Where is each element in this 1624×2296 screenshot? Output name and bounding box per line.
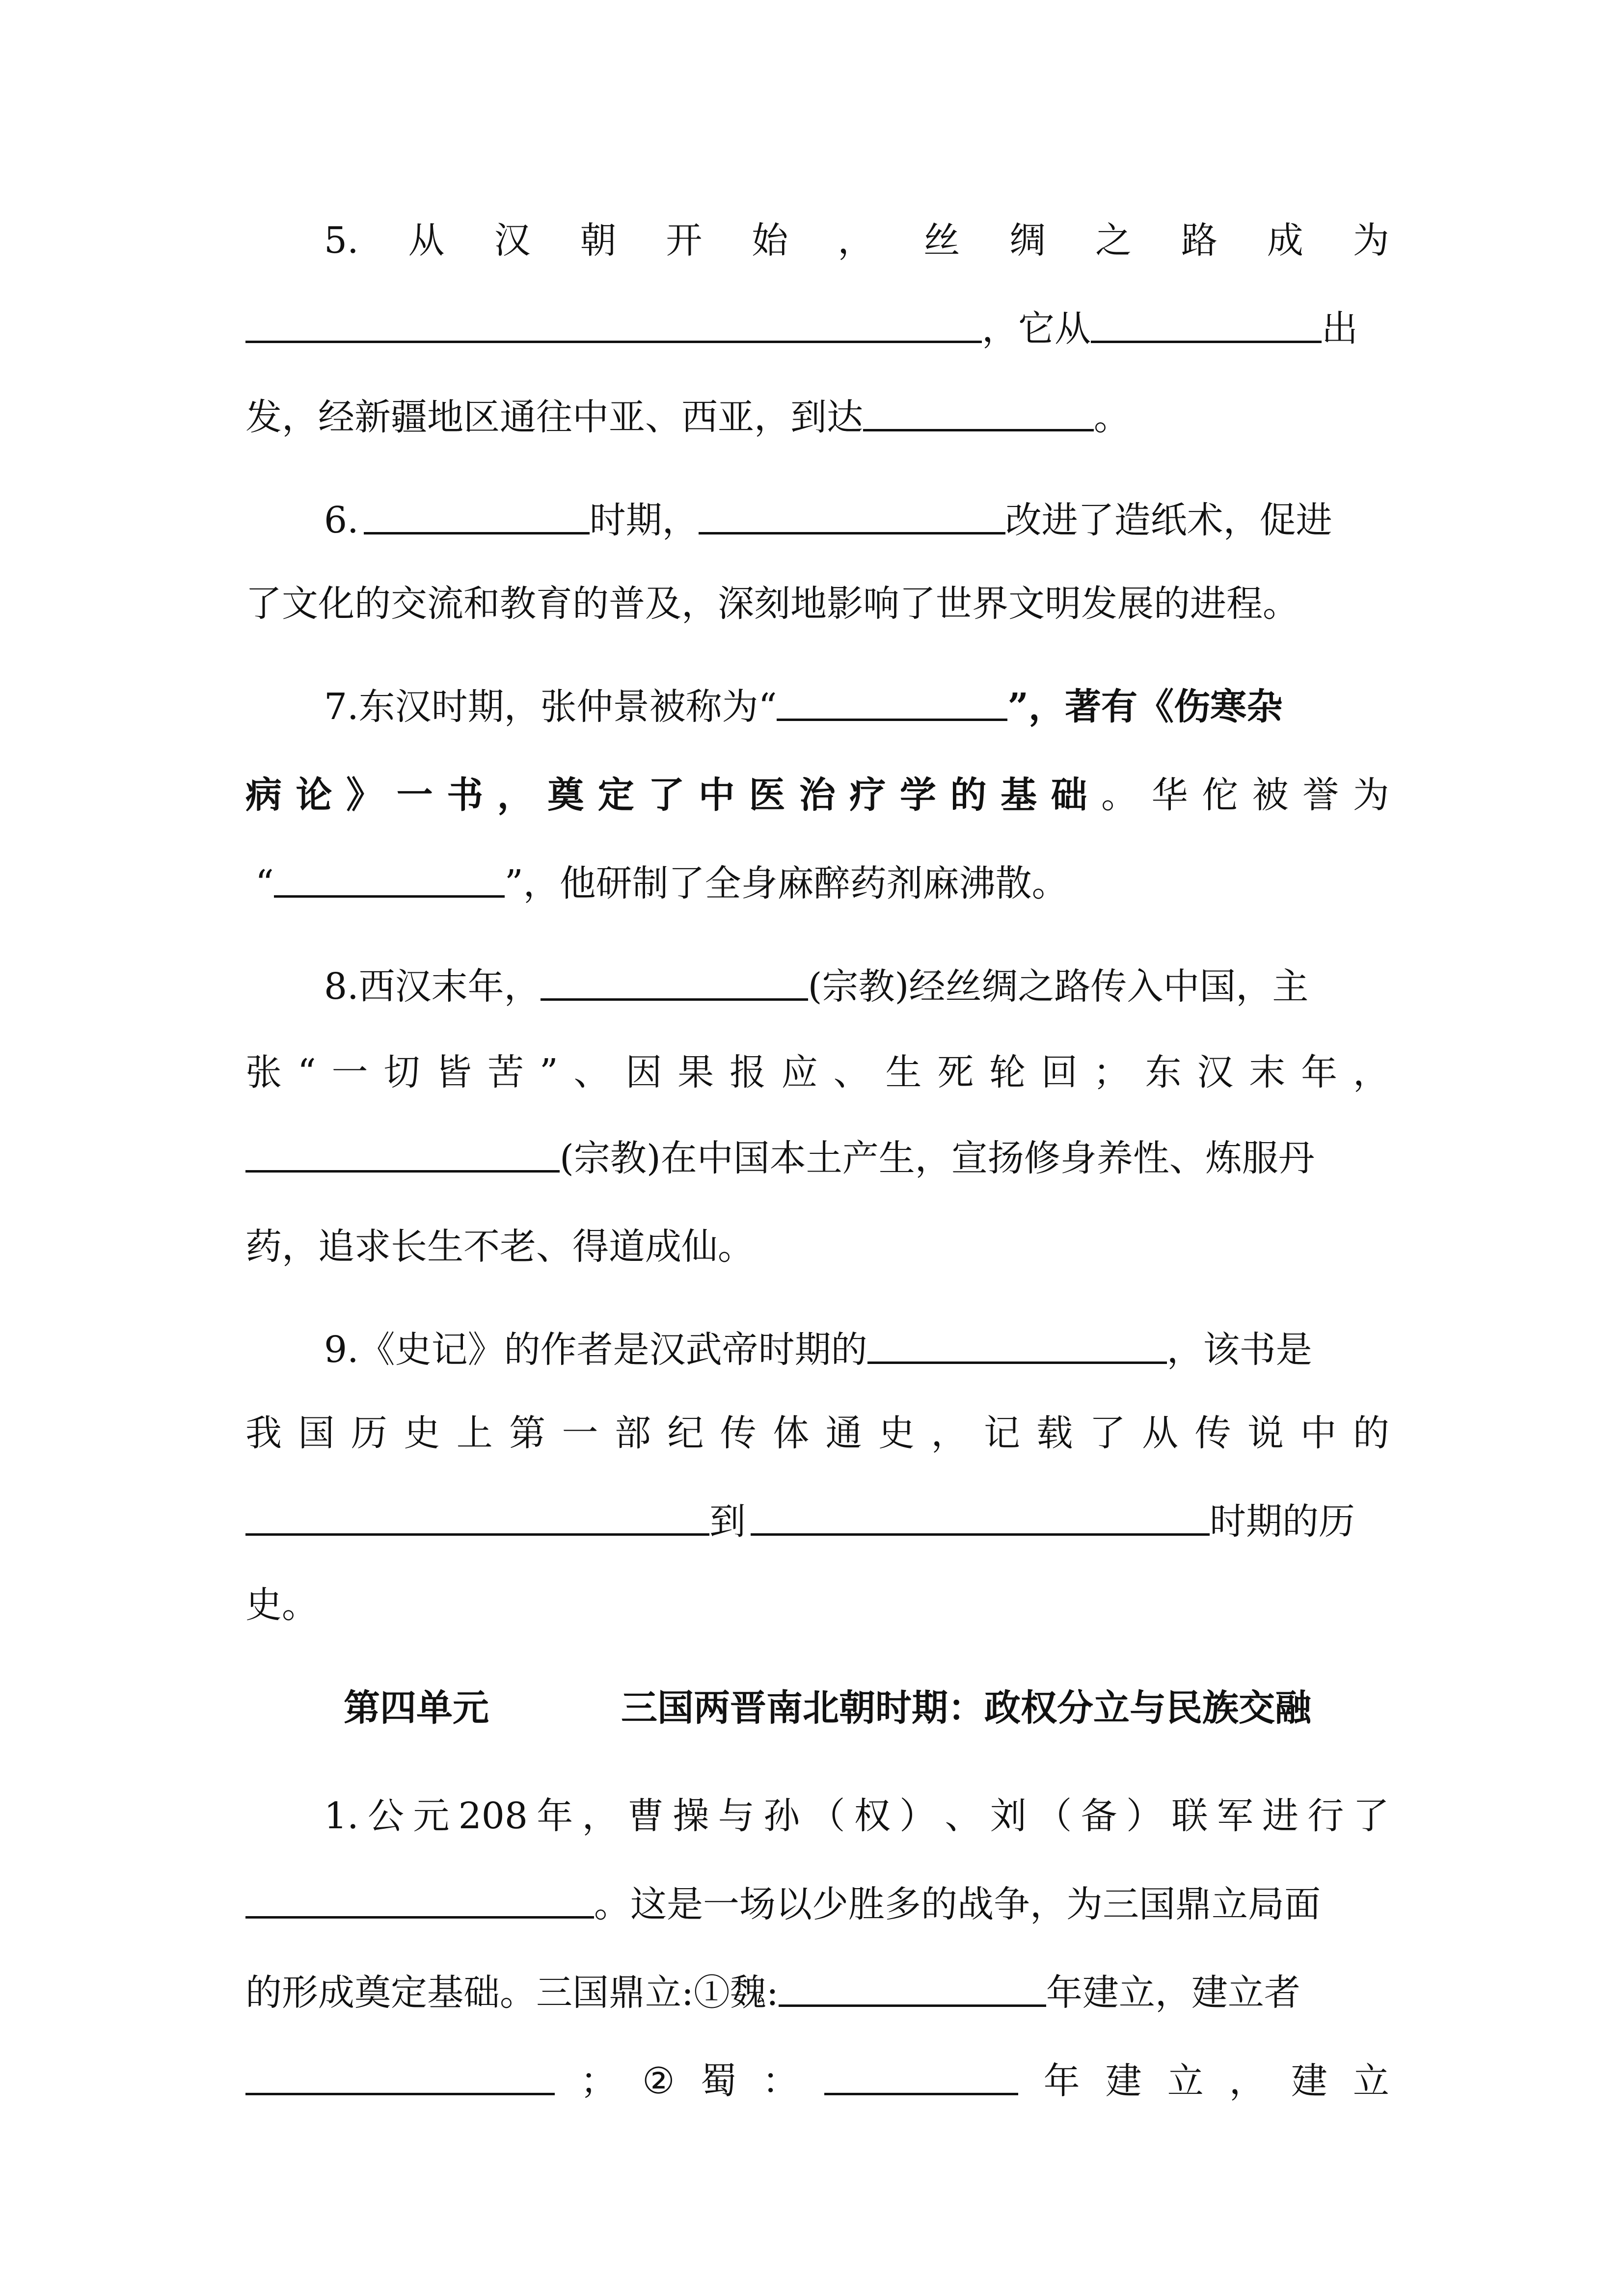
- q7-text-bold: ”，著有《伤寒杂: [1007, 686, 1283, 728]
- text-char: 书: [447, 774, 484, 816]
- q8-text: 8.西汉末年，: [324, 965, 541, 1008]
- q9-line-4: [245, 1575, 1389, 1634]
- text-char: 从: [1142, 1412, 1179, 1454]
- blank-q7-zhang-title[interactable]: [777, 719, 1007, 721]
- text-char: 轮: [989, 1051, 1026, 1094]
- text-char: 始: [752, 219, 788, 262]
- text-char: 年: [537, 1795, 573, 1837]
- text-char: 公: [367, 1795, 404, 1837]
- text-char: 年: [1043, 2060, 1080, 2102]
- blank-q8-buddhism[interactable]: [541, 998, 808, 1001]
- q7-text: “: [255, 862, 274, 905]
- text-char: 疗: [849, 774, 886, 816]
- text-char: 的: [950, 774, 987, 816]
- text-char: 史: [878, 1412, 915, 1454]
- text-char: 、: [573, 1051, 610, 1094]
- q5-line-1: [245, 211, 1389, 270]
- text-char: （: [809, 1795, 845, 1837]
- text-char: 立: [1167, 2060, 1204, 2102]
- text-char: 建: [1105, 2060, 1142, 2102]
- q7-text: ”，他研制了全身麻醉药剂麻沸散。: [504, 862, 1068, 905]
- q7-line-3: [245, 854, 1389, 913]
- text-char: （: [1035, 1795, 1072, 1837]
- text-char: 国: [298, 1412, 335, 1454]
- text-char: 被: [1252, 774, 1289, 816]
- text-char: 我: [245, 1412, 282, 1454]
- text-char: ；: [1093, 1051, 1130, 1094]
- text-char: 成: [1267, 219, 1303, 262]
- u1-line-1: [324, 1787, 1389, 1845]
- text-char: 张: [245, 1051, 282, 1094]
- text-char: 体: [773, 1412, 810, 1454]
- text-char: 开: [666, 219, 703, 262]
- text-char: 了: [1353, 1795, 1389, 1837]
- text-char: 朝: [580, 219, 617, 262]
- blank-q5-destination[interactable]: [863, 429, 1094, 431]
- text-char: 历: [351, 1412, 387, 1454]
- text-char: 医: [749, 774, 785, 816]
- blank-q7-hua-tuo-title[interactable]: [274, 895, 505, 898]
- text-char: 中: [698, 774, 735, 816]
- blank-u1-wei-year[interactable]: [779, 2004, 1046, 2007]
- text-char: 华: [1151, 774, 1188, 816]
- blank-q9-end-period[interactable]: [751, 1533, 1210, 1536]
- text-char: 基: [1000, 774, 1037, 816]
- text-char: 治: [799, 774, 836, 816]
- q8-line-3: [245, 1129, 1389, 1188]
- unit-label: 第四单元: [344, 1687, 489, 1729]
- text-char: 蜀: [700, 2060, 737, 2102]
- q6-text: 时期，: [589, 499, 699, 541]
- text-char: 皆: [435, 1051, 472, 1094]
- text-char: 军: [1217, 1795, 1253, 1837]
- text-char: 孙: [763, 1795, 800, 1837]
- text-char: ，: [931, 1412, 968, 1454]
- u1-line-4: [245, 2052, 1389, 2110]
- text-char: 208: [458, 1795, 528, 1837]
- blank-u1-shu-year[interactable]: [824, 2093, 1018, 2095]
- text-char: 》: [346, 774, 383, 816]
- text-char: ：: [762, 2060, 799, 2102]
- text-char: 汉: [1197, 1051, 1234, 1094]
- text-char: 说: [1247, 1412, 1284, 1454]
- text-char: 死: [937, 1051, 974, 1094]
- q9-line-3: [245, 1492, 1389, 1551]
- text-char: ，: [497, 774, 534, 816]
- text-char: 上: [456, 1412, 493, 1454]
- text-char: ）: [1126, 1795, 1163, 1837]
- q7-text: 7.东汉时期，张仲景被称为“: [324, 686, 777, 728]
- q6-line-1: [245, 491, 1389, 550]
- text-char: 末: [1249, 1051, 1286, 1094]
- text-char: 回: [1041, 1051, 1078, 1094]
- text-char: 应: [781, 1051, 818, 1094]
- q5-line-3: [245, 388, 1389, 447]
- q5-text: 出: [1322, 308, 1358, 350]
- text-char: 、: [833, 1051, 870, 1094]
- text-char: 绸: [1009, 219, 1046, 262]
- text-char: 路: [1181, 219, 1218, 262]
- text-char: 权: [854, 1795, 891, 1837]
- text-char: 进: [1262, 1795, 1299, 1837]
- text-char: 的: [1353, 1412, 1389, 1454]
- q6-text: 了文化的交流和教育的普及，深刻地影响了世界文明发展的进程。: [245, 583, 1299, 625]
- q6-line-2: [245, 574, 1389, 633]
- q9-text: 到: [709, 1500, 746, 1543]
- blank-q6-period[interactable]: [364, 532, 590, 534]
- text-char: 刘: [990, 1795, 1027, 1837]
- text-char: 行: [1307, 1795, 1344, 1837]
- q8-text: (宗教)在中国本土产生，宣扬修身养性、炼服丹: [560, 1137, 1315, 1179]
- q9-text: ，该书是: [1166, 1329, 1312, 1371]
- text-char: 汉: [494, 219, 531, 262]
- u1-line-3: [245, 1963, 1389, 2022]
- q5-text: ，它从: [982, 308, 1091, 350]
- text-char: 生: [885, 1051, 922, 1094]
- text-char: 年: [1301, 1051, 1338, 1094]
- blank-u1-wei-founder[interactable]: [245, 2093, 555, 2095]
- u1-text: 的形成奠定基础。三国鼎立:①魏:: [245, 1972, 779, 2014]
- q7-line-1: [245, 677, 1389, 736]
- text-char: 定: [597, 774, 634, 816]
- q9-line-2: [245, 1404, 1389, 1463]
- text-char: 之: [1095, 219, 1132, 262]
- text-char: 备: [1081, 1795, 1117, 1837]
- q5-number: 5.: [324, 219, 359, 262]
- text-char: 为: [1353, 774, 1389, 816]
- q8-text: 药，追求长生不老、得道成仙。: [245, 1226, 754, 1268]
- text-char: “: [297, 1051, 316, 1094]
- text-char: 病: [245, 774, 282, 816]
- text-char: ，: [582, 1795, 619, 1837]
- text-char: 。: [1101, 774, 1138, 816]
- q6-text: 改进了造纸术，促进: [1005, 499, 1332, 541]
- blank-q8-taoism[interactable]: [245, 1170, 560, 1173]
- q9-text: 9.《史记》的作者是汉武帝时期的: [324, 1329, 867, 1371]
- text-char: 为: [1353, 219, 1389, 262]
- q7-line-2: [245, 766, 1389, 825]
- text-char: 论: [296, 774, 332, 816]
- text-char: 因: [625, 1051, 662, 1094]
- q5-text: 。: [1094, 396, 1130, 438]
- text-char: 操: [673, 1795, 709, 1837]
- q5-text: 发，经新疆地区通往中亚、西亚，到达: [245, 396, 863, 438]
- blank-q6-person[interactable]: [699, 532, 1005, 534]
- text-char: 一: [562, 1412, 598, 1454]
- blank-q9-author[interactable]: [867, 1362, 1167, 1364]
- q5-line-2: [245, 299, 1389, 358]
- text-char: 与: [718, 1795, 755, 1837]
- blank-q5-silk-road-role[interactable]: [245, 341, 982, 343]
- text-char: ，: [838, 219, 874, 262]
- text-char: 纪: [667, 1412, 704, 1454]
- text-char: 载: [1036, 1412, 1073, 1454]
- blank-u1-battle[interactable]: [245, 1916, 594, 1919]
- text-char: ，: [1229, 2060, 1266, 2102]
- u1-text: 。这是一场以少胜多的战争，为三国鼎立局面: [594, 1883, 1321, 1925]
- text-char: 第: [509, 1412, 546, 1454]
- text-char: 立: [1353, 2060, 1389, 2102]
- text-char: 部: [614, 1412, 651, 1454]
- text-char: 1.: [324, 1795, 359, 1837]
- text-char: 史: [404, 1412, 440, 1454]
- text-char: 建: [1291, 2060, 1327, 2102]
- text-char: 东: [1145, 1051, 1182, 1094]
- text-char: ”: [539, 1051, 558, 1094]
- text-char: 切: [383, 1051, 420, 1094]
- unit-title: 三国两晋南北朝时期：政权分立与民族交融: [621, 1687, 1311, 1729]
- blank-q9-start-period[interactable]: [245, 1533, 709, 1536]
- q8-line-4: [245, 1217, 1389, 1276]
- q8-line-2: [245, 1043, 1389, 1102]
- text-char: 中: [1300, 1412, 1337, 1454]
- text-char: 通: [825, 1412, 862, 1454]
- text-char: 传: [720, 1412, 757, 1454]
- text-char: 一: [331, 1051, 368, 1094]
- text-char: 誉: [1302, 774, 1339, 816]
- q8-text: (宗教)经丝绸之路传入中国，主: [808, 965, 1309, 1008]
- text-char: ②: [642, 2060, 675, 2102]
- text-char: ）: [899, 1795, 936, 1837]
- text-char: 奠: [547, 774, 584, 816]
- text-char: 报: [729, 1051, 766, 1094]
- q9-text: 时期的历: [1210, 1500, 1355, 1543]
- q9-line-1: [245, 1320, 1389, 1379]
- q9-text: 史。: [245, 1584, 318, 1626]
- q8-line-1: [245, 957, 1389, 1016]
- text-char: 础: [1051, 774, 1087, 816]
- text-char: 丝: [923, 219, 960, 262]
- text-char: 记: [983, 1412, 1020, 1454]
- blank-q5-origin[interactable]: [1091, 341, 1322, 343]
- text-char: 曹: [627, 1795, 664, 1837]
- text-char: 学: [899, 774, 936, 816]
- text-char: 了: [648, 774, 685, 816]
- u1-text: 年建立，建立者: [1046, 1972, 1300, 2014]
- text-char: 联: [1171, 1795, 1208, 1837]
- u1-line-2: [245, 1875, 1389, 1934]
- text-char: 、: [945, 1795, 981, 1837]
- text-char: ，: [1353, 1051, 1389, 1094]
- text-char: 佗: [1202, 774, 1239, 816]
- text-char: 果: [677, 1051, 714, 1094]
- text-char: 一: [396, 774, 433, 816]
- text-char: 了: [1089, 1412, 1126, 1454]
- text-char: 传: [1194, 1412, 1231, 1454]
- q6-number: 6.: [324, 499, 359, 541]
- u1-text: ；: [580, 2060, 617, 2102]
- text-char: 元: [413, 1795, 450, 1837]
- text-char: 从: [408, 219, 445, 262]
- text-char: 苦: [487, 1051, 524, 1094]
